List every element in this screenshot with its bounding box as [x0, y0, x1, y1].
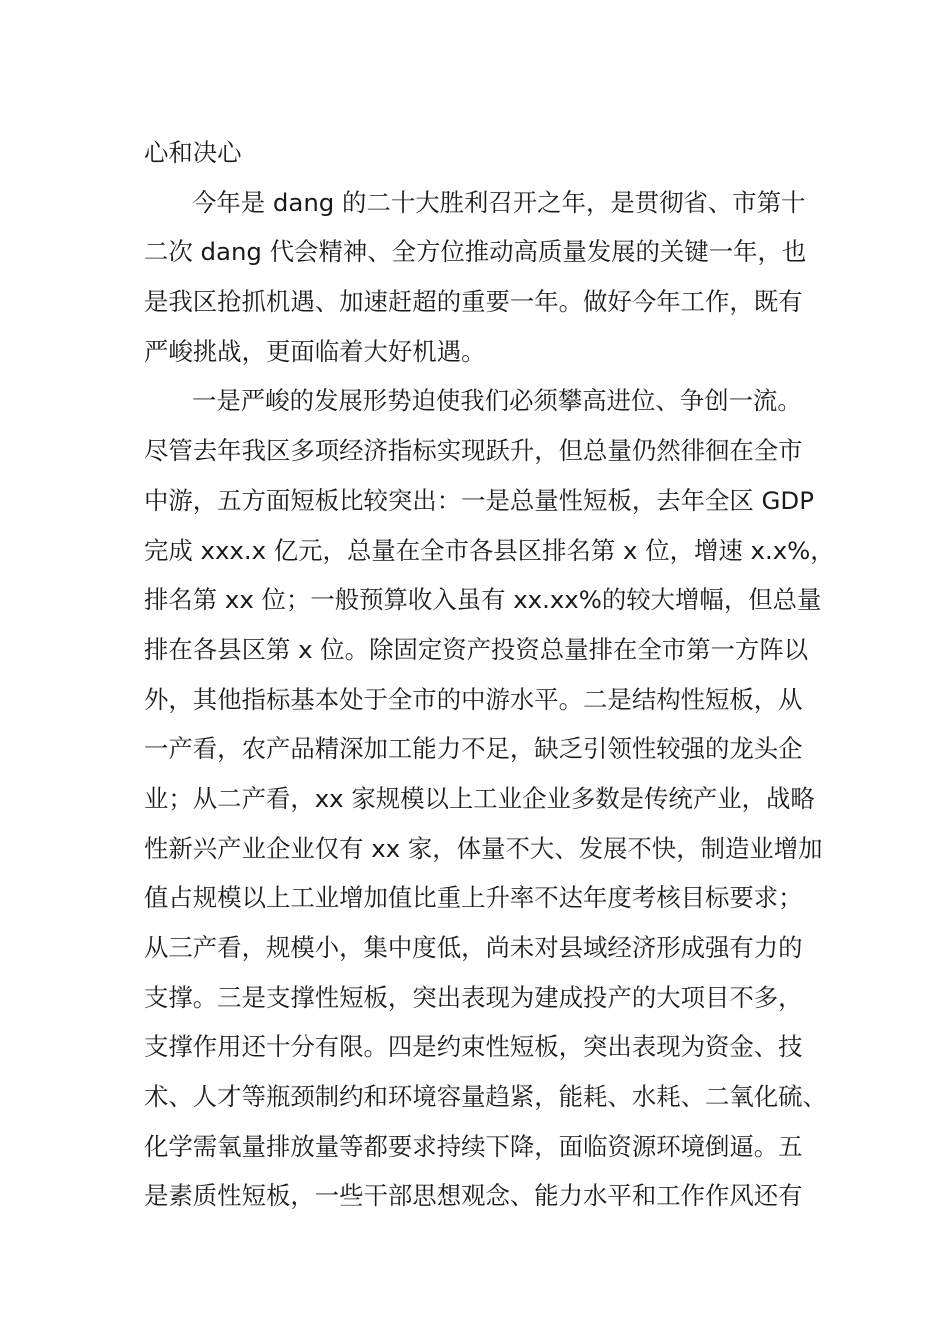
text-line: 从三产看，规模小，集中度低，尚未对县域经济形成强有力的 — [144, 933, 803, 962]
text-line: 完成 xxx.x 亿元，总量在全市各县区排名第 x 位，增速 x.x%， — [144, 535, 835, 565]
text-line: 排名第 xx 位；一般预算收入虽有 xx.xx%的较大增幅，但总量 — [144, 585, 822, 615]
paragraph-first-line: 一是严峻的发展形势迫使我们必须攀高进位、争创一流。 — [192, 386, 802, 416]
text-line: 外，其他指标基本处于全市的中游水平。二是结构性短板，从 — [144, 684, 803, 714]
text-line: 排在各县区第 x 位。除固定资产投资总量排在全市第一方阵以 — [144, 634, 809, 664]
text-line: 严峻挑战，更面临着大好机遇。 — [144, 336, 486, 366]
text-line: 是我区抢抓机遇、加速赶超的重要一年。做好今年工作，既有 — [144, 287, 803, 317]
text-line: 支撑。三是支撑性短板，突出表现为建成投产的大项目不多， — [144, 982, 803, 1012]
body-text — [144, 128, 835, 1221]
text-line: 术、人才等瓶颈制约和环境容量趋紧，能耗、水耗、二氧化硫、 — [144, 1082, 827, 1112]
text-line: 化学需氧量排放量等都要求持续下降，面临资源环境倒逼。五 — [144, 1131, 803, 1161]
text-line: 业；从二产看，xx 家规模以上工业企业多数是传统产业，战略 — [144, 783, 815, 813]
text-line: 支撑作用还十分有限。四是约束性短板，突出表现为资金、技 — [144, 1032, 803, 1062]
text-line: 性新兴产业企业仅有 xx 家，体量不大、发展不快，制造业增加 — [144, 833, 823, 863]
paragraph-first-line: 今年是 dang 的二十大胜利召开之年，是贯彻省、市第十 — [192, 187, 806, 217]
text-line: 一产看，农产品精深加工能力不足，缺乏引领性较强的龙头企 — [144, 734, 803, 764]
text-line: 心和决心 — [144, 138, 242, 167]
text-line: 二次 dang 代会精神、全方位推动高质量发展的关键一年，也 — [144, 237, 807, 267]
text-line: 尽管去年我区多项经济指标实现跃升，但总量仍然徘徊在全市 — [144, 436, 803, 466]
text-line: 值占规模以上工业增加值比重上升率不达年度考核目标要求； — [144, 883, 803, 913]
text-line: 是素质性短板，一些干部思想观念、能力水平和工作作风还有 — [144, 1181, 803, 1211]
text-line: 中游，五方面短板比较突出：一是总量性短板，去年全区 GDP — [144, 485, 814, 515]
